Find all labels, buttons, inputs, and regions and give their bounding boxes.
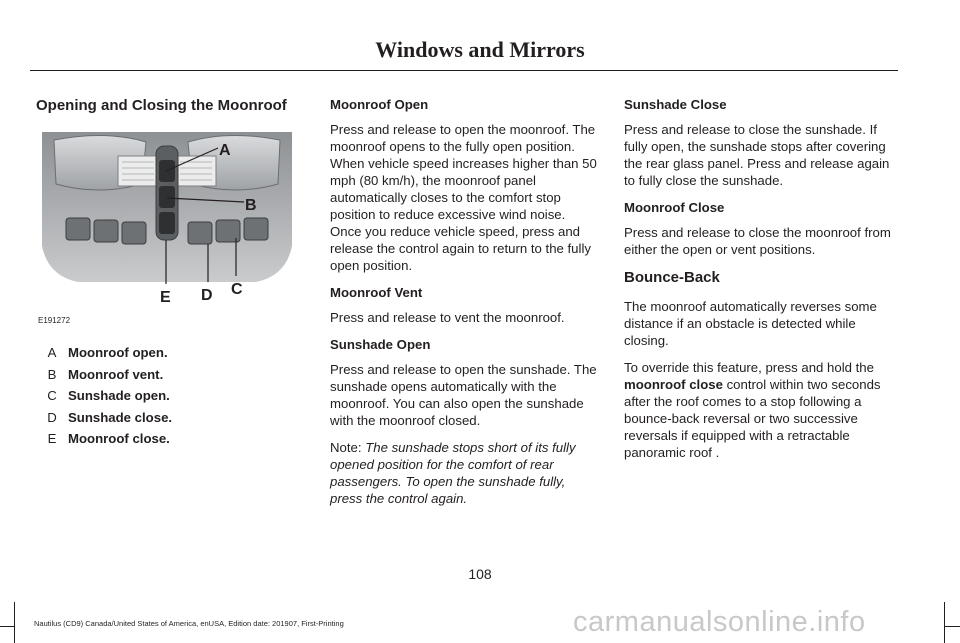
page-header-title: Windows and Mirrors [375, 37, 585, 62]
crop-mark-right [944, 602, 945, 643]
legend-text: Moonroof open. [68, 345, 168, 360]
column-3 [624, 96, 896, 471]
bounce-back-text-1: The moonroof automatically reverses some distance if an obstacle is detected while closing. [624, 299, 877, 348]
legend-letter: A [47, 345, 57, 360]
sunshade-close-title: Sunshade Close [624, 97, 727, 112]
callout-b: B [245, 197, 257, 214]
figure-code: E191272 [38, 316, 71, 325]
overhead-console-illustration [36, 126, 298, 308]
sunshade-open-title: Sunshade Open [330, 337, 431, 352]
callout-a: A [219, 142, 231, 159]
callout-e: E [160, 289, 171, 306]
page-number: 108 [468, 566, 492, 582]
figure-legend [36, 344, 298, 452]
note-text: The sunshade stops short of its fully opened position for the comfort of rear passengers. To open the sunshade fully, press the control again. [330, 440, 576, 506]
legend-letter: C [47, 388, 57, 403]
watermark: carmanualsonline.info [573, 606, 866, 638]
header-rule [30, 70, 898, 71]
moonroof-close-control-term: moonroof close [624, 377, 723, 392]
moonroof-close-title: Moonroof Close [624, 200, 725, 215]
callout-c: C [231, 281, 243, 298]
legend-letter: E [47, 431, 57, 446]
legend-text: Sunshade close. [68, 409, 173, 425]
legend-row [36, 387, 298, 409]
legend-row [36, 344, 298, 366]
sunshade-close-text: Press and release to close the sunshade. If fully open, the sunshade stops after covering the rear glass panel. Press and release again to fully close the sunshade. [624, 122, 890, 188]
legend-letter: B [47, 366, 57, 382]
legend-text: Moonroof close. [68, 431, 170, 446]
legend-row [36, 409, 298, 431]
crop-mark-right-horizontal [945, 626, 960, 627]
crop-mark-left [14, 602, 15, 643]
moonroof-close-text: Press and release to close the moonroof from either the open or vent positions. [624, 225, 891, 257]
column-2 [330, 96, 600, 517]
legend-row [36, 366, 298, 388]
note-label: Note: [330, 440, 362, 455]
legend-text: Sunshade open. [68, 388, 170, 403]
crop-mark-left-horizontal [0, 626, 14, 627]
sunshade-open-text: Press and release to open the sunshade. The sunshade opens automatically with the moonroof. You can also open the sunshade with the moonroof closed. [330, 362, 597, 428]
legend-row [36, 430, 298, 452]
section-heading-moonroof: Opening and Closing the Moonroof [36, 97, 287, 114]
legend-letter: D [47, 409, 57, 425]
section-heading-bounce-back: Bounce-Back [624, 269, 720, 286]
bounce-back-text-2-end: control within two seconds after the roof comes to a stop following a bounce-back reversal or two successive reversals if equipped with a retractable panoramic roof . [624, 377, 881, 460]
moonroof-open-title: Moonroof Open [330, 97, 429, 112]
moonroof-vent-title: Moonroof Vent [330, 285, 423, 300]
moonroof-control-figure [36, 126, 298, 326]
note [330, 439, 600, 507]
bounce-back-text-2-start: To override this feature, press and hold the [624, 360, 874, 375]
bounce-back-text-2 [624, 359, 896, 461]
moonroof-open-text: Press and release to open the moonroof. The moonroof opens to the fully open position. When vehicle speed increases higher than 50 mph (80 km/h), the moonroof panel automatically closes to the comfort stop position to reduce excessive wind noise. Once you reduce vehicle speed, press and release the control again to return to the fully open position. [330, 122, 597, 273]
column-1 [36, 96, 298, 452]
callout-d: D [201, 287, 213, 304]
moonroof-vent-text: Press and release to vent the moonroof. [330, 310, 565, 325]
legend-text: Moonroof vent. [68, 366, 164, 382]
footer-edition-text: Nautilus (CD9) Canada/United States of America, enUSA, Edition date: 201907, First-Printing [34, 619, 344, 628]
